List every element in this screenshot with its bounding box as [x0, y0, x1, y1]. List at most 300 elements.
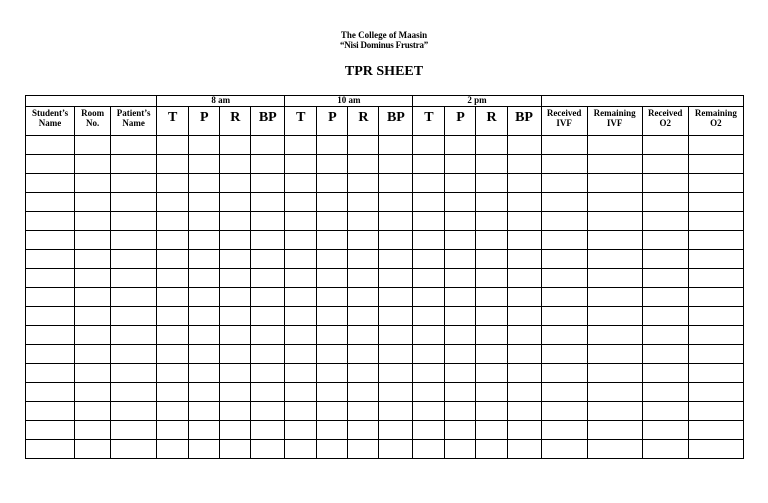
table-cell[interactable] — [413, 440, 445, 459]
table-cell[interactable] — [587, 231, 642, 250]
table-cell[interactable] — [445, 288, 476, 307]
table-cell[interactable] — [413, 364, 445, 383]
table-cell[interactable] — [507, 193, 541, 212]
table-cell[interactable] — [541, 174, 587, 193]
table-cell[interactable] — [688, 174, 743, 193]
table-cell[interactable] — [379, 402, 413, 421]
table-cell[interactable] — [285, 288, 317, 307]
table-cell[interactable] — [476, 421, 507, 440]
table-cell[interactable] — [507, 326, 541, 345]
table-cell[interactable] — [251, 193, 285, 212]
table-cell[interactable] — [379, 136, 413, 155]
table-cell[interactable] — [75, 364, 111, 383]
table-cell[interactable] — [111, 193, 157, 212]
table-cell[interactable] — [688, 212, 743, 231]
table-cell[interactable] — [111, 269, 157, 288]
table-cell[interactable] — [189, 307, 220, 326]
table-cell[interactable] — [317, 231, 348, 250]
table-cell[interactable] — [189, 440, 220, 459]
table-cell[interactable] — [476, 269, 507, 288]
table-cell[interactable] — [348, 288, 379, 307]
table-cell[interactable] — [476, 136, 507, 155]
table-cell[interactable] — [587, 402, 642, 421]
table-cell[interactable] — [111, 364, 157, 383]
table-cell[interactable] — [642, 212, 688, 231]
table-cell[interactable] — [220, 402, 251, 421]
table-cell[interactable] — [251, 364, 285, 383]
table-cell[interactable] — [642, 155, 688, 174]
table-cell[interactable] — [317, 193, 348, 212]
table-cell[interactable] — [688, 402, 743, 421]
table-cell[interactable] — [111, 155, 157, 174]
table-cell[interactable] — [75, 326, 111, 345]
table-cell[interactable] — [251, 402, 285, 421]
table-cell[interactable] — [413, 155, 445, 174]
table-cell[interactable] — [587, 364, 642, 383]
table-cell[interactable] — [379, 345, 413, 364]
table-cell[interactable] — [348, 345, 379, 364]
table-cell[interactable] — [26, 231, 75, 250]
table-cell[interactable] — [157, 231, 189, 250]
table-cell[interactable] — [445, 326, 476, 345]
table-cell[interactable] — [220, 212, 251, 231]
table-cell[interactable] — [507, 231, 541, 250]
table-cell[interactable] — [688, 364, 743, 383]
table-cell[interactable] — [157, 212, 189, 231]
table-cell[interactable] — [379, 212, 413, 231]
table-cell[interactable] — [445, 231, 476, 250]
table-cell[interactable] — [348, 440, 379, 459]
table-cell[interactable] — [189, 212, 220, 231]
table-cell[interactable] — [413, 383, 445, 402]
table-cell[interactable] — [251, 212, 285, 231]
table-cell[interactable] — [688, 440, 743, 459]
table-cell[interactable] — [157, 421, 189, 440]
table-cell[interactable] — [317, 155, 348, 174]
table-cell[interactable] — [348, 383, 379, 402]
table-cell[interactable] — [220, 421, 251, 440]
table-cell[interactable] — [541, 421, 587, 440]
table-cell[interactable] — [285, 174, 317, 193]
table-cell[interactable] — [445, 345, 476, 364]
table-cell[interactable] — [251, 231, 285, 250]
table-cell[interactable] — [445, 174, 476, 193]
table-cell[interactable] — [285, 345, 317, 364]
table-cell[interactable] — [445, 193, 476, 212]
table-cell[interactable] — [476, 193, 507, 212]
table-cell[interactable] — [587, 383, 642, 402]
table-cell[interactable] — [251, 345, 285, 364]
table-cell[interactable] — [220, 193, 251, 212]
table-cell[interactable] — [157, 326, 189, 345]
table-cell[interactable] — [285, 250, 317, 269]
table-cell[interactable] — [379, 288, 413, 307]
table-cell[interactable] — [587, 155, 642, 174]
table-cell[interactable] — [642, 383, 688, 402]
table-cell[interactable] — [507, 212, 541, 231]
table-cell[interactable] — [220, 345, 251, 364]
table-cell[interactable] — [111, 402, 157, 421]
table-cell[interactable] — [379, 231, 413, 250]
table-cell[interactable] — [507, 402, 541, 421]
table-cell[interactable] — [642, 269, 688, 288]
table-cell[interactable] — [476, 345, 507, 364]
table-cell[interactable] — [251, 155, 285, 174]
table-cell[interactable] — [348, 269, 379, 288]
table-cell[interactable] — [688, 231, 743, 250]
table-cell[interactable] — [541, 155, 587, 174]
table-cell[interactable] — [157, 193, 189, 212]
table-cell[interactable] — [541, 326, 587, 345]
table-cell[interactable] — [688, 136, 743, 155]
table-cell[interactable] — [688, 307, 743, 326]
table-cell[interactable] — [111, 231, 157, 250]
table-cell[interactable] — [189, 326, 220, 345]
table-cell[interactable] — [157, 250, 189, 269]
table-cell[interactable] — [379, 269, 413, 288]
table-cell[interactable] — [111, 307, 157, 326]
table-cell[interactable] — [445, 155, 476, 174]
table-cell[interactable] — [285, 212, 317, 231]
table-cell[interactable] — [445, 364, 476, 383]
table-cell[interactable] — [379, 174, 413, 193]
table-cell[interactable] — [476, 288, 507, 307]
table-cell[interactable] — [111, 383, 157, 402]
table-cell[interactable] — [413, 231, 445, 250]
table-cell[interactable] — [26, 383, 75, 402]
table-cell[interactable] — [642, 136, 688, 155]
table-cell[interactable] — [75, 193, 111, 212]
table-cell[interactable] — [26, 288, 75, 307]
table-cell[interactable] — [220, 326, 251, 345]
table-cell[interactable] — [476, 155, 507, 174]
table-cell[interactable] — [587, 440, 642, 459]
table-cell[interactable] — [251, 383, 285, 402]
table-cell[interactable] — [445, 421, 476, 440]
table-cell[interactable] — [285, 383, 317, 402]
table-cell[interactable] — [285, 440, 317, 459]
table-cell[interactable] — [642, 250, 688, 269]
table-cell[interactable] — [587, 269, 642, 288]
table-cell[interactable] — [220, 269, 251, 288]
table-cell[interactable] — [587, 250, 642, 269]
table-cell[interactable] — [189, 288, 220, 307]
table-cell[interactable] — [642, 193, 688, 212]
table-cell[interactable] — [285, 326, 317, 345]
table-cell[interactable] — [111, 326, 157, 345]
table-cell[interactable] — [379, 364, 413, 383]
table-cell[interactable] — [445, 250, 476, 269]
table-cell[interactable] — [317, 307, 348, 326]
table-cell[interactable] — [111, 288, 157, 307]
table-cell[interactable] — [285, 364, 317, 383]
table-cell[interactable] — [111, 345, 157, 364]
table-cell[interactable] — [317, 250, 348, 269]
table-cell[interactable] — [285, 155, 317, 174]
table-cell[interactable] — [541, 364, 587, 383]
table-cell[interactable] — [642, 402, 688, 421]
table-cell[interactable] — [587, 288, 642, 307]
table-cell[interactable] — [348, 136, 379, 155]
table-cell[interactable] — [317, 402, 348, 421]
table-cell[interactable] — [157, 345, 189, 364]
table-cell[interactable] — [75, 174, 111, 193]
table-cell[interactable] — [642, 440, 688, 459]
table-cell[interactable] — [507, 136, 541, 155]
table-cell[interactable] — [189, 231, 220, 250]
table-cell[interactable] — [189, 250, 220, 269]
table-cell[interactable] — [220, 440, 251, 459]
table-cell[interactable] — [379, 421, 413, 440]
table-cell[interactable] — [26, 307, 75, 326]
table-cell[interactable] — [413, 250, 445, 269]
table-cell[interactable] — [541, 383, 587, 402]
table-cell[interactable] — [379, 383, 413, 402]
table-cell[interactable] — [157, 174, 189, 193]
table-cell[interactable] — [317, 364, 348, 383]
table-cell[interactable] — [688, 383, 743, 402]
table-cell[interactable] — [189, 345, 220, 364]
table-cell[interactable] — [111, 136, 157, 155]
table-cell[interactable] — [189, 402, 220, 421]
table-cell[interactable] — [251, 174, 285, 193]
table-cell[interactable] — [26, 345, 75, 364]
table-cell[interactable] — [642, 326, 688, 345]
table-cell[interactable] — [75, 250, 111, 269]
table-cell[interactable] — [157, 307, 189, 326]
table-cell[interactable] — [157, 383, 189, 402]
table-cell[interactable] — [541, 231, 587, 250]
table-cell[interactable] — [348, 307, 379, 326]
table-cell[interactable] — [26, 402, 75, 421]
table-cell[interactable] — [111, 212, 157, 231]
table-cell[interactable] — [413, 136, 445, 155]
table-cell[interactable] — [413, 307, 445, 326]
table-cell[interactable] — [75, 307, 111, 326]
table-cell[interactable] — [111, 421, 157, 440]
table-cell[interactable] — [26, 326, 75, 345]
table-cell[interactable] — [75, 440, 111, 459]
table-cell[interactable] — [587, 193, 642, 212]
table-cell[interactable] — [220, 174, 251, 193]
table-cell[interactable] — [379, 307, 413, 326]
table-cell[interactable] — [157, 288, 189, 307]
table-cell[interactable] — [413, 193, 445, 212]
table-cell[interactable] — [348, 421, 379, 440]
table-cell[interactable] — [507, 269, 541, 288]
table-cell[interactable] — [587, 136, 642, 155]
table-cell[interactable] — [587, 326, 642, 345]
table-cell[interactable] — [317, 136, 348, 155]
table-cell[interactable] — [688, 421, 743, 440]
table-cell[interactable] — [413, 345, 445, 364]
table-cell[interactable] — [507, 421, 541, 440]
table-cell[interactable] — [476, 383, 507, 402]
table-cell[interactable] — [220, 250, 251, 269]
table-cell[interactable] — [348, 231, 379, 250]
table-cell[interactable] — [413, 421, 445, 440]
table-cell[interactable] — [445, 212, 476, 231]
table-cell[interactable] — [189, 136, 220, 155]
table-cell[interactable] — [348, 212, 379, 231]
table-cell[interactable] — [75, 421, 111, 440]
table-cell[interactable] — [507, 440, 541, 459]
table-cell[interactable] — [507, 364, 541, 383]
table-cell[interactable] — [317, 383, 348, 402]
table-cell[interactable] — [642, 345, 688, 364]
table-cell[interactable] — [189, 174, 220, 193]
table-cell[interactable] — [507, 307, 541, 326]
table-cell[interactable] — [111, 440, 157, 459]
table-cell[interactable] — [476, 440, 507, 459]
table-cell[interactable] — [26, 440, 75, 459]
table-cell[interactable] — [189, 364, 220, 383]
table-cell[interactable] — [445, 440, 476, 459]
table-cell[interactable] — [251, 269, 285, 288]
table-cell[interactable] — [348, 326, 379, 345]
table-cell[interactable] — [220, 307, 251, 326]
table-cell[interactable] — [251, 421, 285, 440]
table-cell[interactable] — [688, 345, 743, 364]
table-cell[interactable] — [541, 345, 587, 364]
table-cell[interactable] — [541, 288, 587, 307]
table-cell[interactable] — [157, 402, 189, 421]
table-cell[interactable] — [317, 174, 348, 193]
table-cell[interactable] — [317, 440, 348, 459]
table-cell[interactable] — [75, 288, 111, 307]
table-cell[interactable] — [220, 136, 251, 155]
table-cell[interactable] — [220, 383, 251, 402]
table-cell[interactable] — [587, 421, 642, 440]
table-cell[interactable] — [251, 250, 285, 269]
table-cell[interactable] — [476, 174, 507, 193]
table-cell[interactable] — [317, 345, 348, 364]
table-cell[interactable] — [688, 288, 743, 307]
table-cell[interactable] — [189, 383, 220, 402]
table-cell[interactable] — [476, 364, 507, 383]
table-cell[interactable] — [445, 402, 476, 421]
table-cell[interactable] — [541, 307, 587, 326]
table-cell[interactable] — [507, 345, 541, 364]
table-cell[interactable] — [541, 193, 587, 212]
table-cell[interactable] — [75, 383, 111, 402]
table-cell[interactable] — [157, 440, 189, 459]
table-cell[interactable] — [379, 155, 413, 174]
table-cell[interactable] — [75, 402, 111, 421]
table-cell[interactable] — [445, 383, 476, 402]
table-cell[interactable] — [75, 269, 111, 288]
table-cell[interactable] — [642, 174, 688, 193]
table-cell[interactable] — [541, 402, 587, 421]
table-cell[interactable] — [285, 421, 317, 440]
table-cell[interactable] — [476, 212, 507, 231]
table-cell[interactable] — [688, 250, 743, 269]
table-cell[interactable] — [413, 212, 445, 231]
table-cell[interactable] — [285, 269, 317, 288]
table-cell[interactable] — [317, 288, 348, 307]
table-cell[interactable] — [642, 307, 688, 326]
table-cell[interactable] — [285, 193, 317, 212]
table-cell[interactable] — [157, 136, 189, 155]
table-cell[interactable] — [445, 307, 476, 326]
table-cell[interactable] — [541, 136, 587, 155]
table-cell[interactable] — [642, 288, 688, 307]
table-cell[interactable] — [26, 364, 75, 383]
table-cell[interactable] — [413, 288, 445, 307]
table-cell[interactable] — [75, 136, 111, 155]
table-cell[interactable] — [642, 231, 688, 250]
table-cell[interactable] — [476, 250, 507, 269]
table-cell[interactable] — [189, 155, 220, 174]
table-cell[interactable] — [348, 250, 379, 269]
table-cell[interactable] — [348, 364, 379, 383]
table-cell[interactable] — [285, 402, 317, 421]
table-cell[interactable] — [220, 231, 251, 250]
table-cell[interactable] — [75, 345, 111, 364]
table-cell[interactable] — [507, 174, 541, 193]
table-cell[interactable] — [541, 250, 587, 269]
table-cell[interactable] — [75, 155, 111, 174]
table-cell[interactable] — [413, 269, 445, 288]
table-cell[interactable] — [688, 155, 743, 174]
table-cell[interactable] — [379, 193, 413, 212]
table-cell[interactable] — [189, 269, 220, 288]
table-cell[interactable] — [157, 155, 189, 174]
table-cell[interactable] — [476, 307, 507, 326]
table-cell[interactable] — [251, 288, 285, 307]
table-cell[interactable] — [26, 250, 75, 269]
table-cell[interactable] — [157, 364, 189, 383]
table-cell[interactable] — [413, 326, 445, 345]
table-cell[interactable] — [688, 269, 743, 288]
table-cell[interactable] — [379, 440, 413, 459]
table-cell[interactable] — [348, 155, 379, 174]
table-cell[interactable] — [26, 421, 75, 440]
table-cell[interactable] — [642, 364, 688, 383]
table-cell[interactable] — [189, 193, 220, 212]
table-cell[interactable] — [413, 174, 445, 193]
table-cell[interactable] — [379, 250, 413, 269]
table-cell[interactable] — [476, 402, 507, 421]
table-cell[interactable] — [251, 326, 285, 345]
table-cell[interactable] — [251, 440, 285, 459]
table-cell[interactable] — [285, 307, 317, 326]
table-cell[interactable] — [285, 136, 317, 155]
table-cell[interactable] — [587, 212, 642, 231]
table-cell[interactable] — [348, 174, 379, 193]
table-cell[interactable] — [26, 212, 75, 231]
table-cell[interactable] — [541, 440, 587, 459]
table-cell[interactable] — [111, 174, 157, 193]
table-cell[interactable] — [189, 421, 220, 440]
table-cell[interactable] — [26, 155, 75, 174]
table-cell[interactable] — [75, 212, 111, 231]
table-cell[interactable] — [507, 250, 541, 269]
table-cell[interactable] — [541, 269, 587, 288]
table-cell[interactable] — [587, 174, 642, 193]
table-cell[interactable] — [220, 364, 251, 383]
table-cell[interactable] — [541, 212, 587, 231]
table-cell[interactable] — [445, 269, 476, 288]
table-cell[interactable] — [317, 212, 348, 231]
table-cell[interactable] — [379, 326, 413, 345]
table-cell[interactable] — [445, 136, 476, 155]
table-cell[interactable] — [317, 326, 348, 345]
table-cell[interactable] — [26, 174, 75, 193]
table-cell[interactable] — [642, 421, 688, 440]
table-cell[interactable] — [317, 269, 348, 288]
table-cell[interactable] — [476, 326, 507, 345]
